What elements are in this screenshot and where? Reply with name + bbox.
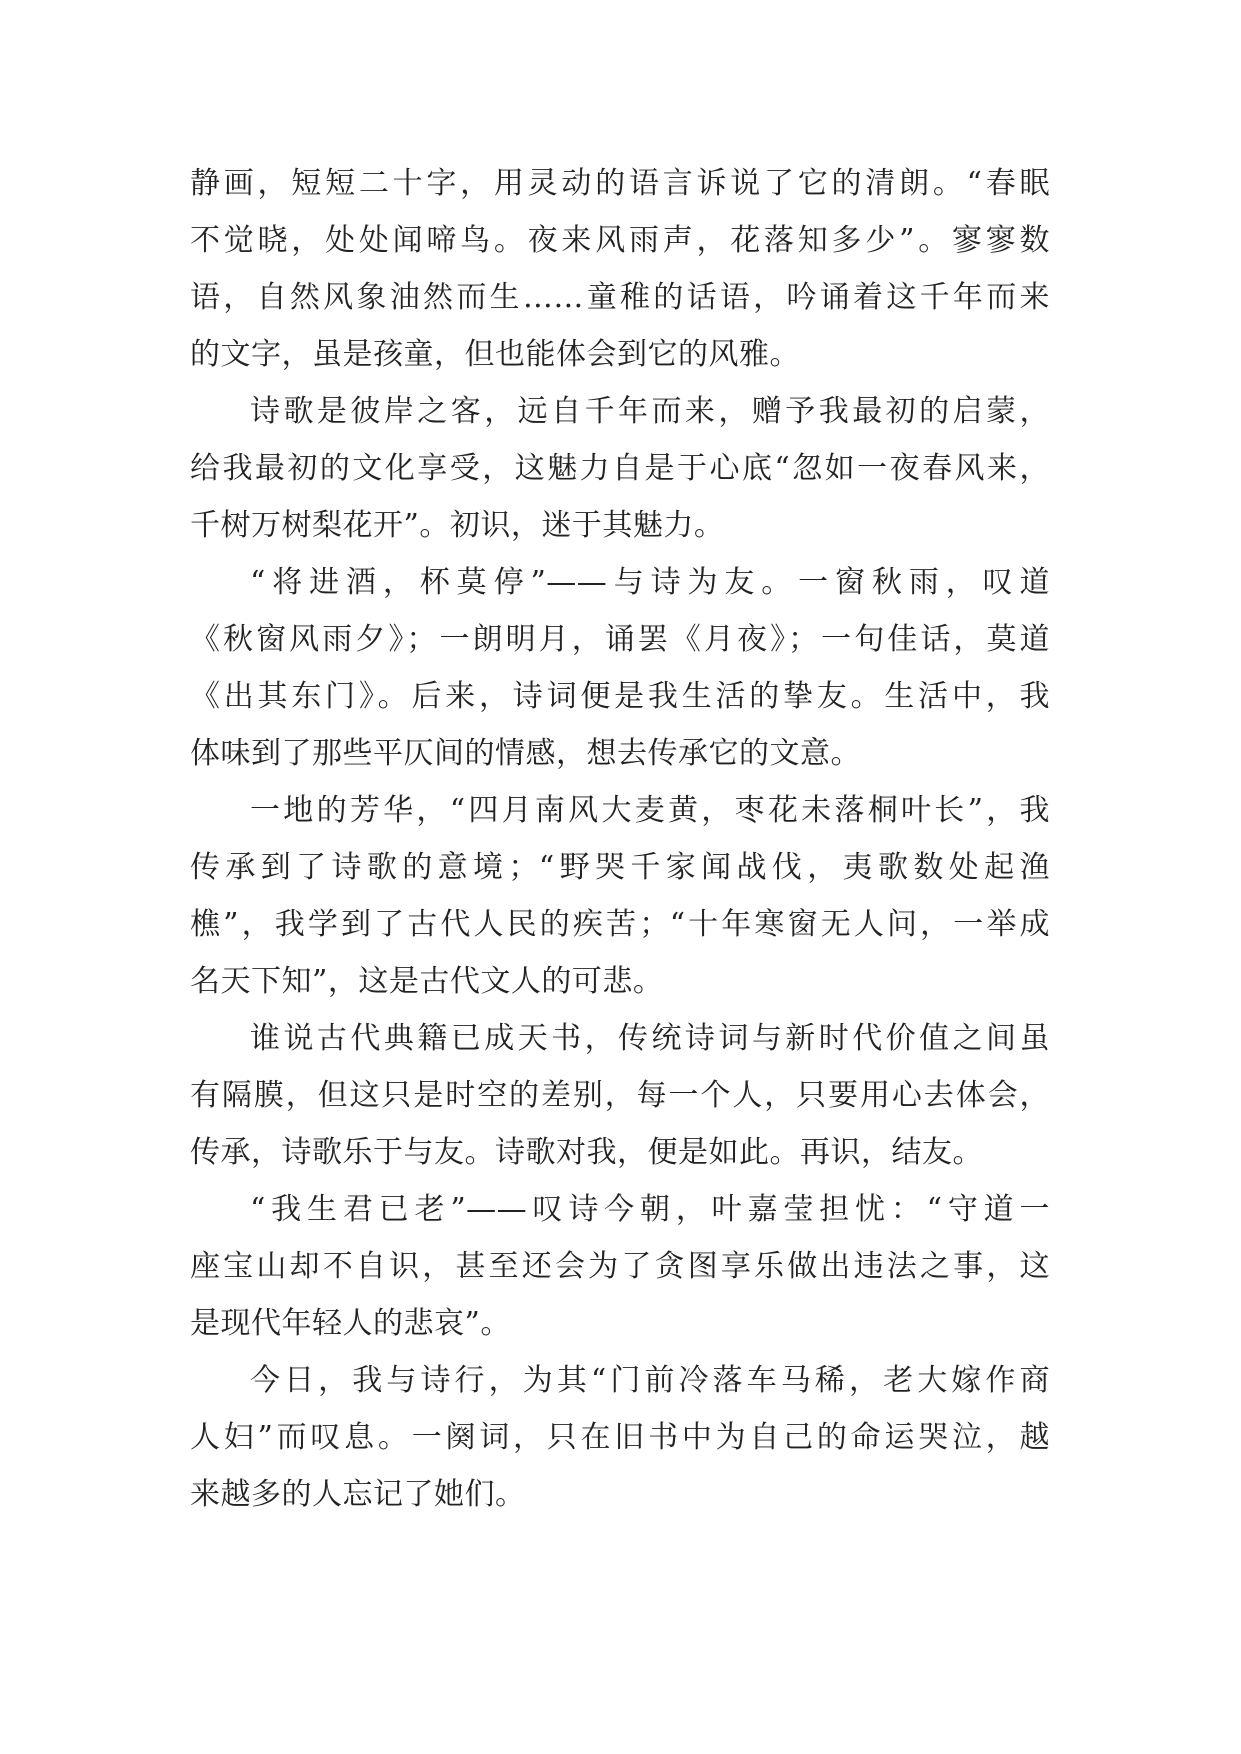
text-line: 体味到了那些平仄间的情感，想去传承它的文意。 xyxy=(190,736,861,771)
text-line: 传承到了诗歌的意境；“野哭千家闻战伐，夷歌数处起渔 xyxy=(190,850,1050,885)
text-line: 《出其东门》。后来，诗词便是我生活的挚友。生活中，我 xyxy=(190,679,1050,714)
text-line: 来越多的人忘记了她们。 xyxy=(190,1477,526,1512)
text-line: 语，自然风象油然而生……童稚的话语，吟诵着这千年而来 xyxy=(190,280,1050,315)
text-line: 谁说古代典籍已成天书，传统诗词与新时代价值之间虽 xyxy=(250,1021,1050,1056)
text-line: 诗歌是彼岸之客，远自千年而来，赠予我最初的启蒙， xyxy=(250,394,1050,429)
text-line: 给我最初的文化享受，这魅力自是于心底“忽如一夜春风来， xyxy=(190,451,1050,486)
text-line: 《秋窗风雨夕》；一朗明月，诵罢《月夜》；一句佳话，莫道 xyxy=(190,622,1050,657)
text-line: “我生君已老”——叹诗今朝，叶嘉莹担忧：“守道一 xyxy=(250,1192,1050,1227)
text-line: 名天下知”，这是古代文人的可悲。 xyxy=(190,964,664,999)
text-line: 是现代年轻人的悲哀”。 xyxy=(190,1306,511,1341)
text-line: 一地的芳华，“四月南风大麦黄，枣花未落桐叶长”，我 xyxy=(250,793,1050,828)
text-line: 人妇”而叹息。一阕词，只在旧书中为自己的命运哭泣，越 xyxy=(190,1420,1050,1455)
text-line: 不觉晓，处处闻啼鸟。夜来风雨声，花落知多少”。寥寥数 xyxy=(190,223,1050,258)
text-line: “将进酒，杯莫停”——与诗为友。一窗秋雨，叹道 xyxy=(250,565,1050,600)
text-line: 静画，短短二十字，用灵动的语言诉说了它的清朗。“春眠 xyxy=(190,166,1050,201)
text-line: 传承，诗歌乐于与友。诗歌对我，便是如此。再识，结友。 xyxy=(190,1135,983,1170)
text-line: 的文字，虽是孩童，但也能体会到它的风雅。 xyxy=(190,337,800,372)
essay-body xyxy=(190,155,1050,1523)
text-line: 座宝山却不自识，甚至还会为了贪图享乐做出违法之事，这 xyxy=(190,1249,1050,1284)
text-line: 千树万树梨花开”。初识，迷于其魅力。 xyxy=(190,508,725,543)
text-line: 有隔膜，但这只是时空的差别，每一个人，只要用心去体会， xyxy=(190,1078,1050,1113)
text-line: 今日，我与诗行，为其“门前冷落车马稀，老大嫁作商 xyxy=(250,1363,1050,1398)
text-line: 樵”，我学到了古代人民的疾苦；“十年寒窗无人问，一举成 xyxy=(190,907,1050,942)
